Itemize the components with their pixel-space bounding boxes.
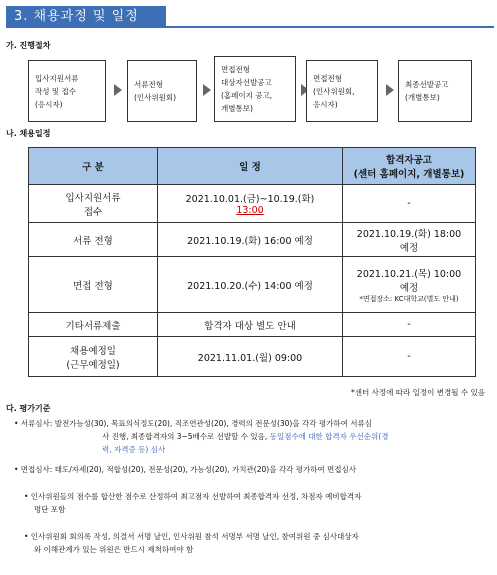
arrow-icon — [114, 84, 122, 96]
row-notice — [343, 223, 476, 257]
row-date: 2021.10.19.(화) 16:00 예정 — [158, 223, 343, 257]
arrow-icon — [386, 84, 394, 96]
label-line: (근무예정일) — [66, 359, 120, 371]
row-date — [158, 185, 343, 223]
date-text: 2021.10.01.(금)~10.19.(화) — [185, 194, 315, 205]
step-line: (홈페이지 공고, — [221, 91, 273, 100]
arrow-icon — [203, 84, 211, 96]
criteria-line: 와 이해관계가 있는 위원은 반드시 제척하여야 함 — [34, 545, 194, 554]
committee-rule — [24, 530, 486, 556]
table-row — [29, 337, 476, 377]
label-line: 입사지원서류 — [65, 192, 121, 204]
notice-line: 예정 — [399, 242, 419, 254]
interview-location-note: *면접장소: KC대학교(별도 안내) — [359, 294, 459, 303]
step-line: 대상자선발공고 — [221, 78, 272, 87]
criteria-line: • 서류심사: 발전가능성(30), 목표의식정도(20), 직조연관성(20), 경력의 전문성(30)을 각각 평가하여 서류심 — [14, 419, 372, 428]
header-category: 구 분 — [29, 148, 158, 185]
step-interview-notice — [214, 56, 296, 122]
row-label: 기타서류제출 — [29, 313, 158, 337]
label-line: 채용예정일 — [70, 345, 116, 357]
criteria-line: 명단 포함 — [34, 505, 66, 514]
step-line: 개별통보) — [221, 104, 253, 113]
row-label — [29, 337, 158, 377]
row-notice — [343, 257, 476, 313]
step-line: 작성 및 접수 — [35, 86, 76, 96]
step-line: (개별통보) — [405, 93, 440, 102]
criteria-heading: 다. 평가기준 — [6, 404, 51, 413]
row-notice: - — [343, 185, 476, 223]
table-row — [29, 223, 476, 257]
notice-line: 예정 — [399, 282, 419, 294]
table-header-row — [29, 148, 476, 185]
step-application — [28, 60, 106, 122]
header-notice — [343, 148, 476, 185]
criteria-line: • 인사위원회 회의록 작성, 의결서 서명 날인, 인사위원 참석 서명부 서명 날인, 참여위원 중 심사대상자 — [24, 532, 359, 541]
step-line: (응시자) — [35, 99, 63, 109]
table-row — [29, 313, 476, 337]
criteria-text: 사 진행, 최종합격자의 3~5배수로 선발할 수 있음, — [102, 432, 270, 441]
step-line: (인사위원회) — [134, 93, 177, 102]
procedure-heading: 가. 진행절차 — [6, 41, 51, 50]
step-line: 면접전형 — [313, 73, 342, 83]
step-line: 서류전형 — [134, 80, 163, 89]
notice-line: 2021.10.19.(화) 18:00 — [356, 228, 462, 240]
row-date: 2021.10.20.(수) 14:00 예정 — [158, 257, 343, 313]
title-rule — [166, 26, 494, 28]
section-title: 3. 채용과정 및 일정 — [6, 6, 166, 28]
criteria-line: • 인사위원들의 점수를 합산한 점수로 산정하여 최고점자 선발하여 최종합격자 선정, 차점자 예비합격자 — [24, 492, 362, 501]
schedule-footnote: *센터 사정에 따라 일정이 변경될 수 있음 — [351, 388, 485, 397]
schedule-table — [28, 147, 476, 377]
row-label — [29, 185, 158, 223]
header-schedule: 일 정 — [158, 148, 343, 185]
label-line: 접수 — [83, 206, 103, 218]
row-date: 합격자 대상 별도 안내 — [158, 313, 343, 337]
scoring-rule — [24, 490, 486, 516]
step-line: 최종선발공고 — [405, 80, 449, 89]
table-row — [29, 257, 476, 313]
step-document-screening — [127, 60, 197, 122]
interview-criteria: • 면접심사: 태도/자세(20), 적합성(20), 전문성(20), 가능성(20), 가치관(20)을 각각 평가하여 면접심사 — [14, 465, 357, 474]
step-line: 입사지원서류 — [35, 73, 79, 83]
date-extra-text: 13:00 — [236, 205, 264, 216]
priority-text: 동일점수에 대한 합격자 우선순위(경 — [269, 432, 389, 441]
step-line: 응시자) — [313, 99, 338, 109]
header-notice-line2: (센터 홈페이지, 개별통보) — [353, 169, 465, 180]
criteria-line — [14, 430, 484, 443]
step-line: (인사위원회, — [313, 86, 355, 96]
step-final-notice — [398, 60, 472, 122]
row-notice: - — [343, 337, 476, 377]
row-label: 서류 전형 — [29, 223, 158, 257]
row-notice: - — [343, 313, 476, 337]
table-row — [29, 185, 476, 223]
step-line: 면접전형 — [221, 65, 250, 74]
schedule-heading: 나. 채용일정 — [6, 129, 51, 138]
row-label: 면접 전형 — [29, 257, 158, 313]
row-date: 2021.11.01.(월) 09:00 — [158, 337, 343, 377]
header-notice-line1: 합격자공고 — [386, 155, 432, 166]
document-screening-criteria — [14, 417, 484, 456]
notice-line: 2021.10.21.(목) 10:00 — [356, 268, 462, 280]
step-interview — [306, 60, 378, 122]
priority-text-cont: 력, 자격증 등) 심사 — [102, 445, 166, 454]
